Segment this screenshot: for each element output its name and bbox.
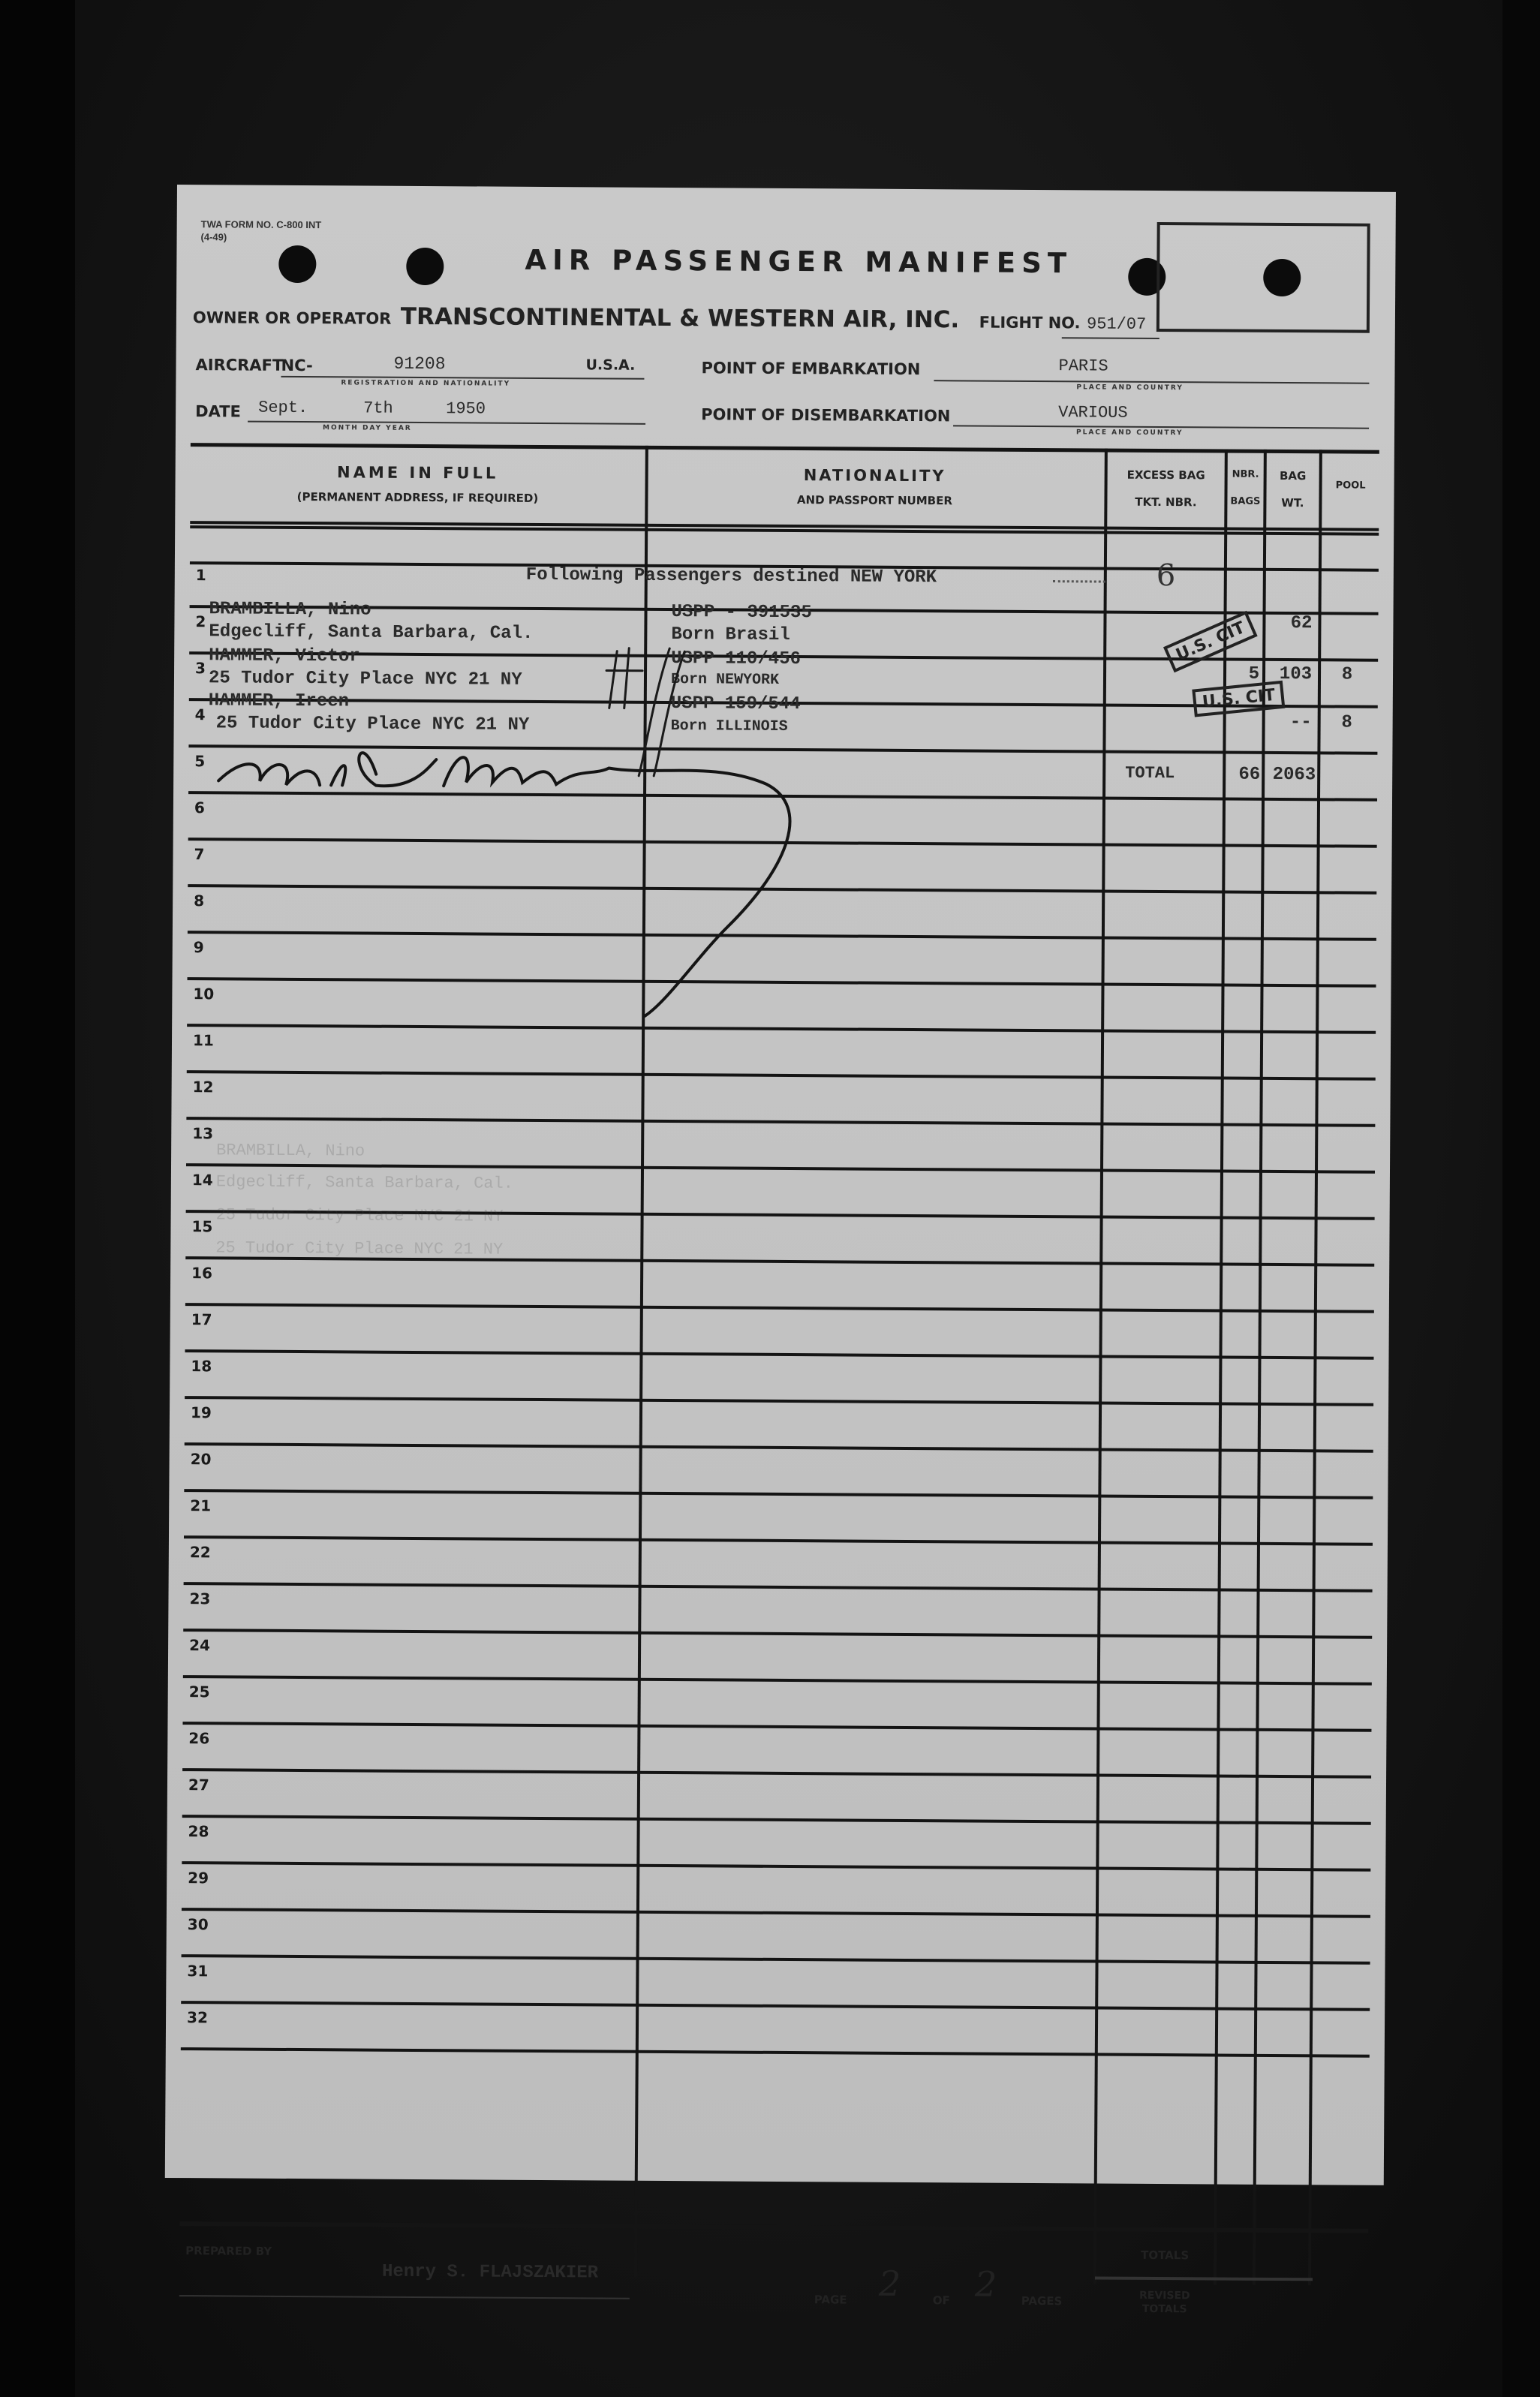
row-number: 7 [194,845,205,864]
passenger-bag-count: 5 [1248,663,1260,684]
header-excess: EXCESS BAG [1126,468,1205,483]
row-rule [183,1675,1372,1686]
page-number: 2 [878,2263,901,2304]
header-name-sub: (PERMANENT ADDRESS, IF REQUIRED) [296,489,539,505]
row-rule [185,1442,1373,1453]
passenger-name: HAMMER, Ireen [208,690,350,712]
row-number: 22 [189,1543,211,1562]
row-rule [181,2047,1370,2058]
row-number: 31 [187,1962,209,1980]
row-number: 30 [187,1915,209,1934]
disembarkation-place-caption: PLACE AND COUNTRY [1075,429,1184,438]
row-number: 6 [194,798,205,817]
punch-hole-icon [406,248,444,285]
row-number: 4 [194,705,206,724]
row-rule [185,1349,1373,1360]
row-number: 29 [188,1869,209,1887]
row-number: 11 [192,1031,214,1050]
passenger-bag-weight: -- [1289,712,1312,733]
bleed-through-text: 25 Tudor City Place NYC 21 NY [215,1238,504,1259]
handwriting-marks [186,443,1379,1201]
row-rule [184,1489,1373,1499]
embarkation-value: PARIS [1058,356,1108,376]
row-rule [182,1908,1370,1918]
flight-number: 951/07 [1086,314,1147,334]
date-month: Sept. [258,398,308,418]
row-number: 13 [192,1124,214,1143]
passenger-birthplace: Born NEWYORK [670,671,780,689]
revised-totals-label: REVISED TOTALS [1138,2289,1190,2316]
manifest-table [179,443,1379,2316]
date-year: 1950 [446,399,486,419]
row-number: 18 [191,1357,212,1376]
of-label: OF [932,2293,950,2308]
header-bag: BAG [1279,468,1307,483]
manifest-title: AIR PASSENGER MANIFEST [525,243,1073,280]
manifest-page [165,185,1396,2316]
aircraft-number: 91208 [393,353,446,374]
excess-bag-mark: 6 [1156,558,1176,594]
header-name: NAME IN FULL [336,463,499,483]
header-nbr: NBR. [1232,468,1259,480]
scan-edge-left [0,0,75,2397]
row-number: 3 [194,659,206,678]
footer-top-border [179,2221,1368,2233]
registration-caption: REGISTRATION AND NATIONALITY [341,379,511,388]
destination-note: Following Passengers destined NEW YORK [525,564,937,588]
row-number: 25 [188,1683,210,1701]
row-number: 16 [191,1264,213,1283]
citizenship-stamp: U.S. CIT [1192,681,1285,717]
row-rule [182,1722,1371,1732]
date-underline [248,421,645,425]
header-bag-sub: WT. [1281,495,1304,510]
passenger-name: BRAMBILLA, Nino [209,599,371,621]
bleed-through-text: BRAMBILLA, Nino [216,1141,365,1161]
date-label: DATE [195,402,241,421]
row-number: 21 [190,1496,212,1515]
passenger-bag-weight: 103 [1279,663,1313,685]
owner-label: OWNER OR OPERATOR [192,308,392,328]
page-total: 2 [974,2263,997,2305]
aircraft-prefix: NC- [281,356,313,375]
row-rule [182,1815,1371,1825]
header-excess-sub: TKT. NBR. [1135,495,1197,510]
passenger-address: 25 Tudor City Place NYC 21 NY [215,713,530,735]
row-rule [185,1396,1373,1406]
passenger-address: 25 Tudor City Place NYC 21 NY [208,668,522,690]
citizenship-stamp: U.S. CIT [1163,611,1258,673]
row-number: 2 [195,612,206,631]
row-number: 24 [189,1636,211,1655]
total-label: TOTAL [1125,763,1175,783]
row-rule [184,1582,1373,1592]
form-revision-text: (4-49) [200,231,227,243]
row-number: 12 [192,1078,214,1096]
owner-name: TRANSCONTINENTAL & WESTERN AIR, INC. [400,302,960,334]
row-rule [182,1861,1370,1872]
header-pool: POOL [1335,480,1366,492]
row-number: 5 [194,752,206,771]
total-bag-count: 66 [1238,764,1261,785]
row-number: 32 [187,2008,208,2027]
row-rule [181,2001,1370,2011]
passenger-pool: 8 [1341,664,1353,685]
header-nbr-sub: BAGS [1230,495,1261,507]
row-rule [185,1303,1374,1313]
embarkation-label: POINT OF EMBARKATION [701,359,921,379]
passenger-pool: 8 [1341,712,1352,733]
date-caption: MONTH DAY YEAR [322,424,412,432]
row-rule [183,1629,1372,1639]
row-number: 8 [194,892,205,910]
scan-edge-right [1502,0,1540,2397]
page-label: PAGE [814,2293,847,2307]
row-number: 27 [188,1776,209,1794]
aircraft-nationality: U.S.A. [585,356,636,374]
row-number: 19 [190,1403,212,1422]
disembarkation-label: POINT OF DISEMBARKATION [701,405,951,426]
aircraft-underline [281,376,644,380]
row-number: 15 [191,1217,213,1236]
passenger-name: HAMMER, Victor [209,645,360,667]
row-rule [182,1768,1371,1779]
embarkation-underline [934,380,1369,384]
form-number-text: TWA FORM NO. C-800 INT [200,218,322,231]
row-number: 26 [188,1729,210,1748]
passenger-birthplace: Born ILLINOIS [670,717,788,735]
passenger-bag-weight: 62 [1290,613,1313,634]
pages-label: PAGES [1021,2293,1063,2308]
totals-label: TOTALS [1141,2248,1190,2263]
date-day: 7th [363,398,393,418]
row-rule [184,1535,1373,1546]
row-number: 17 [191,1310,212,1329]
prepared-by-label: PREPARED BY [185,2244,272,2258]
bleed-through-text: Edgecliff, Santa Barbara, Cal. [215,1172,514,1193]
passenger-birthplace: Born Brasil [671,624,790,646]
form-number [201,218,322,244]
owner-row [193,302,1169,345]
header-nationality-sub: AND PASSPORT NUMBER [796,493,952,508]
passenger-passport: USPP - 391535 [671,602,812,624]
row-rule [182,1954,1370,1965]
header-nationality: NATIONALITY [803,466,946,486]
prepared-by-name: Henry S. FLAJSZAKIER [381,2261,599,2284]
row-number: 10 [193,985,215,1003]
passenger-passport: USPP 159/544 [670,693,801,715]
punch-hole-icon [278,245,316,283]
embarkation-place-caption: PLACE AND COUNTRY [1076,383,1184,392]
totals-divider [1095,2277,1313,2281]
aircraft-label: AIRCRAFT [195,356,284,374]
row-number: 1 [195,566,206,585]
flight-label: FLIGHT NO. [979,313,1081,332]
disembarkation-underline [953,425,1369,429]
row-number: 23 [189,1589,211,1608]
row-number: 20 [190,1450,212,1469]
row-number: 28 [188,1822,209,1841]
passenger-passport: USPP 110/456 [671,648,802,670]
stamp-box [1157,222,1370,333]
disembarkation-value: VARIOUS [1058,403,1128,423]
total-bag-weight: 2063 [1272,764,1316,786]
bleed-through-text: 25 Tudor City Place NYC 21 NY [215,1205,504,1226]
row-number: 14 [191,1171,213,1189]
row-number: 9 [193,938,204,957]
passenger-address: Edgecliff, Santa Barbara, Cal. [209,621,534,644]
